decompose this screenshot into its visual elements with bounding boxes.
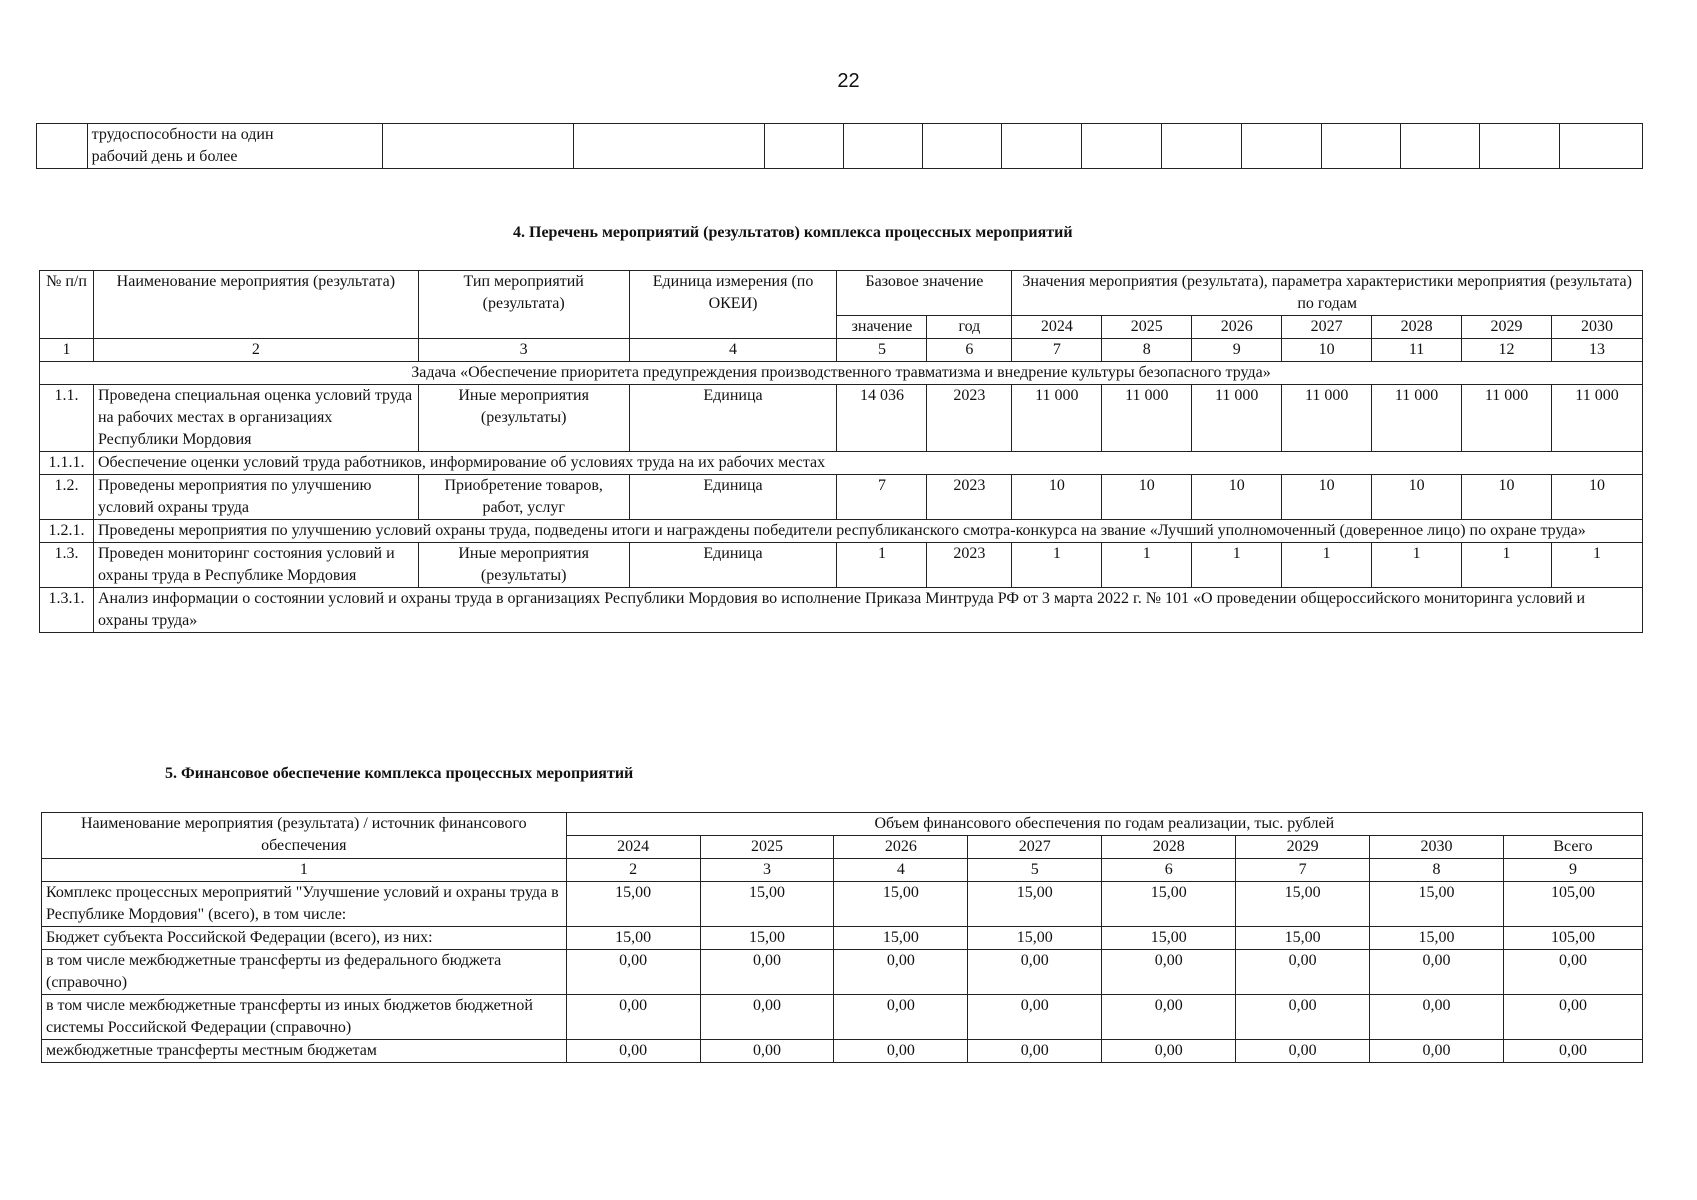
header-name: Наименование мероприятия (результата) <box>93 271 418 339</box>
header-year: 2025 <box>1102 316 1192 339</box>
row-num: 1.1. <box>40 385 94 452</box>
header-base-year: год <box>927 316 1012 339</box>
table-cell <box>844 124 923 169</box>
task-text: Задача «Обеспечение приоритета предупреждения производственного травматизма и внедрение культуры безопасного труда» <box>40 362 1643 385</box>
row-value: 11 000 <box>1012 385 1102 452</box>
col-number: 9 <box>1192 339 1282 362</box>
header-row <box>42 813 1643 836</box>
row-value: 0,00 <box>1370 1040 1504 1063</box>
row-value: 15,00 <box>700 882 834 927</box>
row-base-year: 2023 <box>927 385 1012 452</box>
row-base-year: 2023 <box>927 475 1012 520</box>
row-value: 0,00 <box>700 995 834 1040</box>
header-year: 2024 <box>566 836 700 859</box>
header-total: Всего <box>1503 836 1642 859</box>
table-row <box>40 475 1643 520</box>
row-value: 0,00 <box>834 995 968 1040</box>
row-value: 10 <box>1192 475 1282 520</box>
row-total: 105,00 <box>1503 882 1642 927</box>
sub-row-num: 1.2.1. <box>40 520 94 543</box>
section-4-title: 4. Перечень мероприятий (результатов) комплекса процессных мероприятий <box>513 224 1073 241</box>
row-value: 11 000 <box>1102 385 1192 452</box>
section-5-title: 5. Финансовое обеспечение комплекса процессных мероприятий <box>165 765 634 782</box>
row-value: 0,00 <box>834 950 968 995</box>
row-base-value: 7 <box>837 475 927 520</box>
column-number-row <box>42 859 1643 882</box>
row-value: 15,00 <box>566 882 700 927</box>
row-value: 15,00 <box>968 882 1102 927</box>
header-base: Базовое значение <box>837 271 1012 316</box>
table-cell <box>1081 124 1161 169</box>
row-value: 10 <box>1372 475 1462 520</box>
row-value: 1 <box>1282 543 1372 588</box>
header-year: 2027 <box>1282 316 1372 339</box>
row-base-value: 14 036 <box>837 385 927 452</box>
table-cell <box>1161 124 1241 169</box>
col-number: 3 <box>700 859 834 882</box>
col-number: 12 <box>1462 339 1552 362</box>
cell-text: трудоспособности на один <box>91 126 274 143</box>
table-cell <box>1401 124 1480 169</box>
header-values: Значения мероприятия (результата), параметра характеристики мероприятия (результата) по годам <box>1012 271 1643 316</box>
table-row <box>40 543 1643 588</box>
table-cell <box>1559 124 1643 169</box>
header-num: № п/п <box>40 271 94 339</box>
row-num: 1.2. <box>40 475 94 520</box>
header-base-value: значение <box>837 316 927 339</box>
sub-row <box>40 588 1643 633</box>
table-cell <box>37 124 88 169</box>
row-type: Иные мероприятия (результаты) <box>418 385 629 452</box>
row-value: 0,00 <box>1236 1040 1370 1063</box>
row-value: 10 <box>1102 475 1192 520</box>
task-row <box>40 362 1643 385</box>
header-year: 2030 <box>1551 316 1642 339</box>
sub-row-text: Анализ информации о состоянии условий и охраны труда в организациях Республики Мордовия во исполнение Приказа Минтруда РФ от 3 марта 2022 г. № 101 «О проведении общероссийского мониторинга условий и охраны труда» <box>93 588 1642 633</box>
header-year: 2030 <box>1370 836 1504 859</box>
table-cell <box>1480 124 1559 169</box>
col-number: 11 <box>1372 339 1462 362</box>
row-value: 0,00 <box>700 950 834 995</box>
row-value: 15,00 <box>1370 882 1504 927</box>
header-row <box>40 271 1643 316</box>
row-value: 1 <box>1462 543 1552 588</box>
row-value: 0,00 <box>968 1040 1102 1063</box>
column-number-row <box>40 339 1643 362</box>
col-number: 10 <box>1282 339 1372 362</box>
col-number: 8 <box>1102 339 1192 362</box>
row-value: 15,00 <box>1236 927 1370 950</box>
col-number: 2 <box>566 859 700 882</box>
row-name: в том числе межбюджетные трансферты из федерального бюджета (справочно) <box>42 950 567 995</box>
sub-row-num: 1.3.1. <box>40 588 94 633</box>
row-value: 0,00 <box>566 950 700 995</box>
sub-row <box>40 452 1643 475</box>
row-total: 0,00 <box>1503 950 1642 995</box>
header-year: 2025 <box>700 836 834 859</box>
table-row <box>42 1040 1643 1063</box>
col-number: 5 <box>837 339 927 362</box>
row-value: 11 000 <box>1372 385 1462 452</box>
row-value: 15,00 <box>968 927 1102 950</box>
table-row <box>42 927 1643 950</box>
row-base-value: 1 <box>837 543 927 588</box>
sub-row <box>40 520 1643 543</box>
header-year: 2028 <box>1372 316 1462 339</box>
table-cell <box>383 124 574 169</box>
header-type: Тип мероприятий (результата) <box>418 271 629 339</box>
row-value: 1 <box>1102 543 1192 588</box>
row-value: 11 000 <box>1462 385 1552 452</box>
header-year: 2027 <box>968 836 1102 859</box>
col-number: 6 <box>927 339 1012 362</box>
header-year: 2029 <box>1462 316 1552 339</box>
header-volume: Объем финансового обеспечения по годам реализации, тыс. рублей <box>566 813 1642 836</box>
col-number: 4 <box>834 859 968 882</box>
row-value: 0,00 <box>1370 995 1504 1040</box>
header-name: Наименование мероприятия (результата) / источник финансового обеспечения <box>42 813 567 859</box>
table-cell <box>1241 124 1321 169</box>
row-name: Проведены мероприятия по улучшению условий охраны труда <box>93 475 418 520</box>
row-value: 11 000 <box>1282 385 1372 452</box>
row-value: 10 <box>1012 475 1102 520</box>
row-value: 15,00 <box>1370 927 1504 950</box>
col-number: 2 <box>93 339 418 362</box>
table-row <box>40 385 1643 452</box>
row-total: 0,00 <box>1503 995 1642 1040</box>
row-type: Приобретение товаров, работ, услуг <box>418 475 629 520</box>
row-value: 15,00 <box>566 927 700 950</box>
row-value: 0,00 <box>968 950 1102 995</box>
row-value: 1 <box>1551 543 1642 588</box>
row-name: Бюджет субъекта Российской Федерации (всего), из них: <box>42 927 567 950</box>
row-value: 0,00 <box>968 995 1102 1040</box>
table-row <box>37 124 1643 169</box>
table-row <box>42 950 1643 995</box>
table-row <box>42 882 1643 927</box>
row-total: 0,00 <box>1503 1040 1642 1063</box>
sub-row-num: 1.1.1. <box>40 452 94 475</box>
row-value: 11 000 <box>1192 385 1282 452</box>
row-value: 1 <box>1012 543 1102 588</box>
row-value: 1 <box>1372 543 1462 588</box>
row-value: 0,00 <box>700 1040 834 1063</box>
sub-row-text: Проведены мероприятия по улучшению условий охраны труда, подведены итоги и награждены победители республиканского смотра-конкурса на звание «Лучший уполномоченный (доверенное лицо) по охране труда» <box>93 520 1642 543</box>
col-number: 9 <box>1503 859 1642 882</box>
col-number: 8 <box>1370 859 1504 882</box>
col-number: 1 <box>40 339 94 362</box>
col-number: 13 <box>1551 339 1642 362</box>
cell-text: рабочий день и более <box>91 148 238 165</box>
row-value: 11 000 <box>1551 385 1642 452</box>
row-unit: Единица <box>629 543 837 588</box>
col-number: 7 <box>1012 339 1102 362</box>
header-year: 2026 <box>1192 316 1282 339</box>
row-base-year: 2023 <box>927 543 1012 588</box>
row-name: Проведена специальная оценка условий труда на рабочих местах в организациях Республики Мордовия <box>93 385 418 452</box>
row-num: 1.3. <box>40 543 94 588</box>
table-cell <box>1322 124 1401 169</box>
table-cell <box>1002 124 1081 169</box>
header-year: 2026 <box>834 836 968 859</box>
row-value: 15,00 <box>834 882 968 927</box>
events-table <box>39 270 1643 633</box>
table-cell <box>87 124 382 169</box>
row-value: 0,00 <box>1236 995 1370 1040</box>
col-number: 6 <box>1102 859 1236 882</box>
col-number: 3 <box>418 339 629 362</box>
row-value: 1 <box>1192 543 1282 588</box>
row-value: 0,00 <box>1102 950 1236 995</box>
col-number: 4 <box>629 339 837 362</box>
row-value: 10 <box>1462 475 1552 520</box>
page-number: 22 <box>837 70 860 92</box>
header-year: 2024 <box>1012 316 1102 339</box>
row-value: 10 <box>1551 475 1642 520</box>
previous-table-fragment <box>36 123 1643 169</box>
row-value: 0,00 <box>566 1040 700 1063</box>
row-value: 0,00 <box>566 995 700 1040</box>
row-name: Комплекс процессных мероприятий "Улучшение условий и охраны труда в Республике Мордовия" (всего), в том числе: <box>42 882 567 927</box>
finance-table <box>41 812 1643 1063</box>
row-value: 0,00 <box>1236 950 1370 995</box>
row-value: 15,00 <box>1236 882 1370 927</box>
header-year: 2029 <box>1236 836 1370 859</box>
col-number: 1 <box>42 859 567 882</box>
table-cell <box>765 124 844 169</box>
row-unit: Единица <box>629 475 837 520</box>
table-row <box>42 995 1643 1040</box>
row-value: 0,00 <box>1102 995 1236 1040</box>
header-year: 2028 <box>1102 836 1236 859</box>
row-name: межбюджетные трансферты местным бюджетам <box>42 1040 567 1063</box>
row-value: 15,00 <box>834 927 968 950</box>
row-value: 0,00 <box>1370 950 1504 995</box>
table-cell <box>574 124 765 169</box>
row-name: Проведен мониторинг состояния условий и охраны труда в Республике Мордовия <box>93 543 418 588</box>
row-value: 0,00 <box>834 1040 968 1063</box>
sub-row-text: Обеспечение оценки условий труда работников, информирование об условиях труда на их рабочих местах <box>93 452 1642 475</box>
row-value: 15,00 <box>1102 927 1236 950</box>
row-name: в том числе межбюджетные трансферты из иных бюджетов бюджетной системы Российской Федерации (справочно) <box>42 995 567 1040</box>
table-cell <box>923 124 1002 169</box>
header-unit: Единица измерения (по ОКЕИ) <box>629 271 837 339</box>
col-number: 7 <box>1236 859 1370 882</box>
row-value: 15,00 <box>700 927 834 950</box>
row-unit: Единица <box>629 385 837 452</box>
row-value: 15,00 <box>1102 882 1236 927</box>
row-type: Иные мероприятия (результаты) <box>418 543 629 588</box>
col-number: 5 <box>968 859 1102 882</box>
row-total: 105,00 <box>1503 927 1642 950</box>
row-value: 10 <box>1282 475 1372 520</box>
row-value: 0,00 <box>1102 1040 1236 1063</box>
